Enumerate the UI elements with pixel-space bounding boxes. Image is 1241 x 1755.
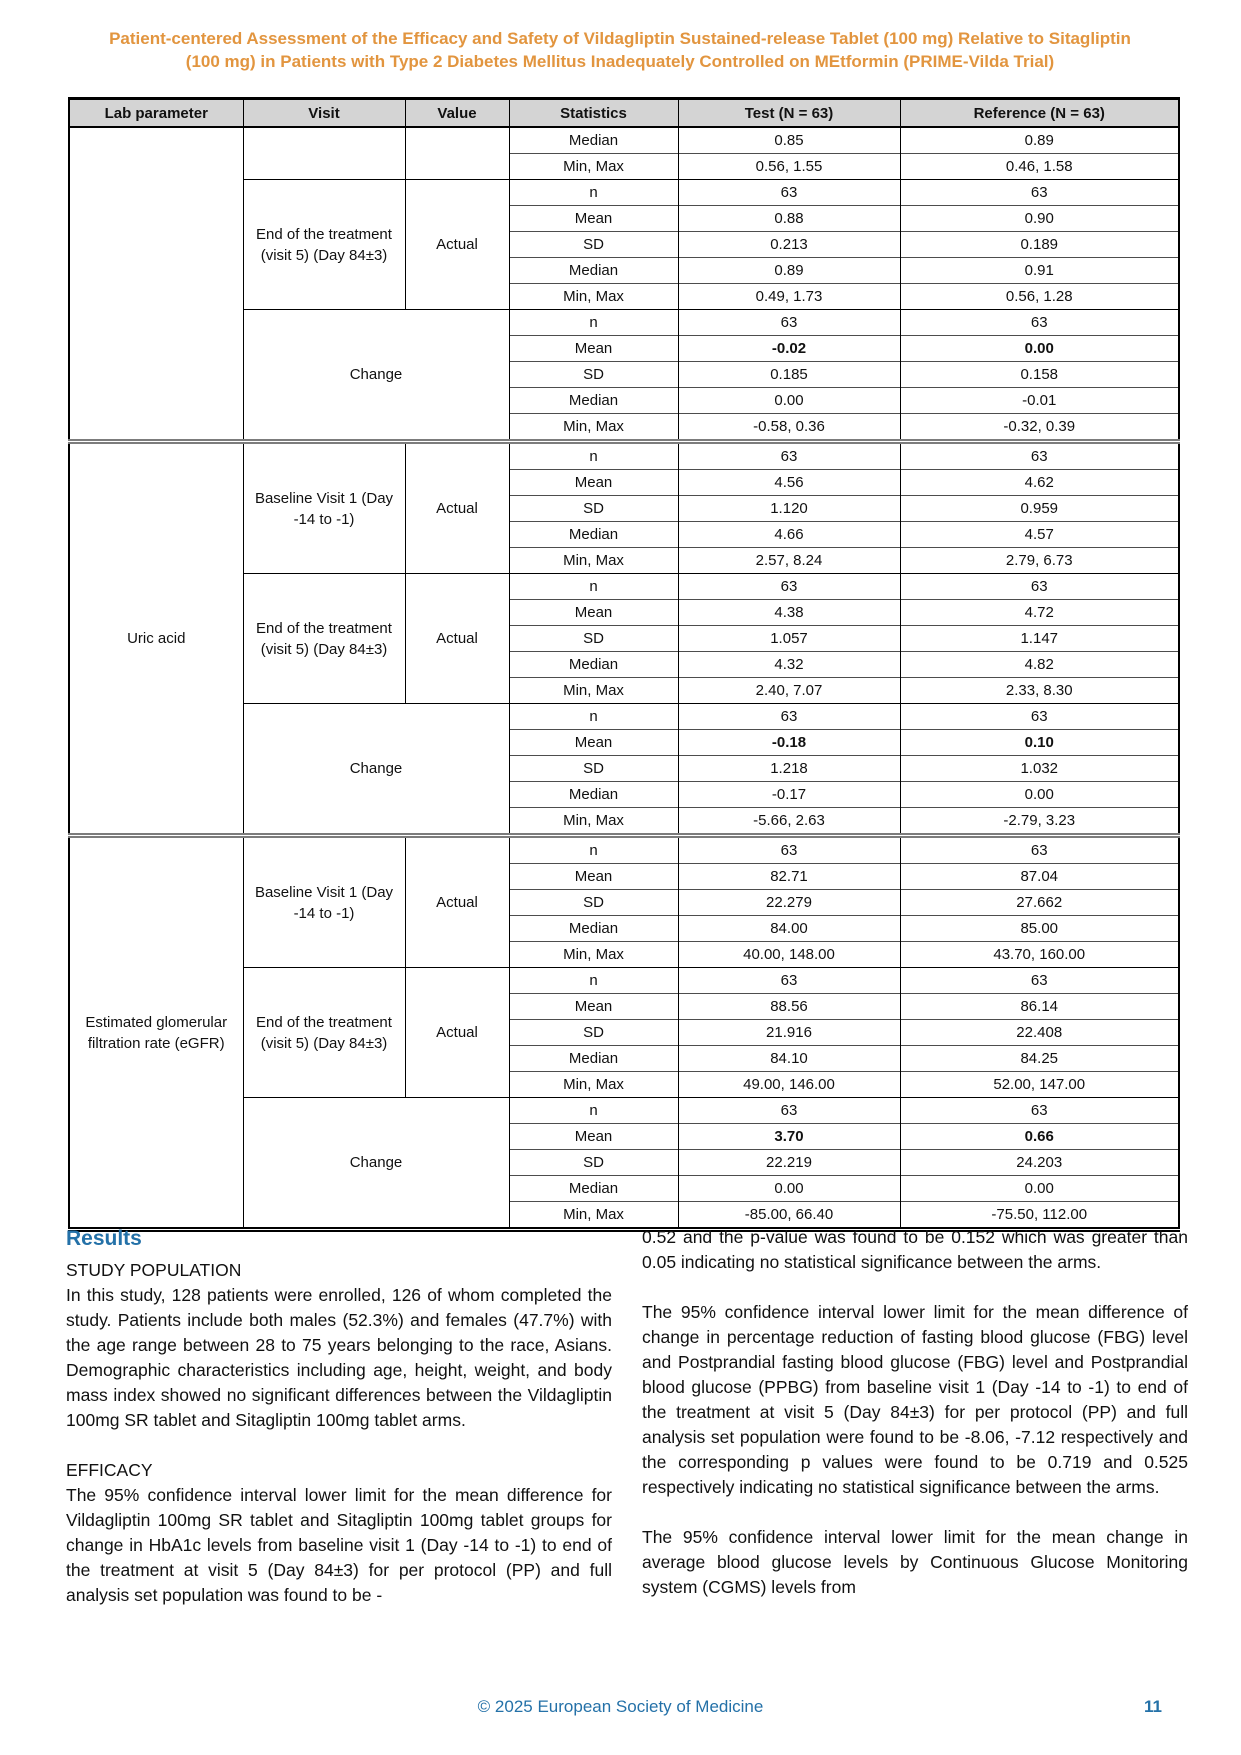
test-value-cell: 49.00, 146.00 (678, 1072, 900, 1098)
visit-cell: Change (243, 704, 509, 836)
results-section (66, 1225, 1188, 1608)
reference-value-cell: 0.189 (900, 232, 1179, 258)
test-value-cell: 63 (678, 968, 900, 994)
reference-value-cell: 0.90 (900, 206, 1179, 232)
header-lab-parameter: Lab parameter (69, 99, 243, 128)
test-value-cell: 22.219 (678, 1150, 900, 1176)
statistic-label-cell: Median (509, 522, 678, 548)
reference-value-cell: -2.79, 3.23 (900, 808, 1179, 836)
statistic-label-cell: SD (509, 362, 678, 388)
article-title-line-2: (100 mg) in Patients with Type 2 Diabetes Mellitus Inadequately Controlled on MEtformin (PRIME-Vilda Trial) (185, 52, 1055, 71)
lab-parameter-cell: Uric acid (69, 442, 243, 836)
lab-results-table-container (68, 97, 1180, 1232)
lab-parameter-cell: Estimated glomerular filtration rate (eGFR) (69, 836, 243, 1230)
test-value-cell: 0.88 (678, 206, 900, 232)
article-title (70, 27, 1170, 73)
reference-value-cell: 0.00 (900, 1176, 1179, 1202)
test-value-cell: 84.10 (678, 1046, 900, 1072)
statistic-label-cell: Min, Max (509, 548, 678, 574)
visit-cell: End of the treatment (visit 5) (Day 84±3) (243, 968, 405, 1098)
reference-value-cell: 4.72 (900, 600, 1179, 626)
test-value-cell: 0.00 (678, 388, 900, 414)
reference-value-cell: 4.82 (900, 652, 1179, 678)
test-value-cell: -0.18 (678, 730, 900, 756)
test-value-cell: 82.71 (678, 864, 900, 890)
statistic-label-cell: Mean (509, 470, 678, 496)
statistic-label-cell: Min, Max (509, 808, 678, 836)
test-value-cell: 63 (678, 1098, 900, 1124)
test-value-cell: 2.57, 8.24 (678, 548, 900, 574)
statistic-label-cell: n (509, 574, 678, 600)
reference-value-cell: 24.203 (900, 1150, 1179, 1176)
value-cell: Actual (405, 574, 509, 704)
statistic-label-cell: Min, Max (509, 414, 678, 442)
reference-value-cell: 85.00 (900, 916, 1179, 942)
reference-value-cell: 63 (900, 180, 1179, 206)
statistic-label-cell: SD (509, 496, 678, 522)
test-value-cell: 4.32 (678, 652, 900, 678)
results-heading: Results (66, 1227, 142, 1250)
reference-value-cell: 63 (900, 442, 1179, 470)
statistic-label-cell: n (509, 310, 678, 336)
value-cell: Actual (405, 442, 509, 574)
study-population-paragraph: In this study, 128 patients were enrolled, 126 of whom completed the study. Patients include both males (52.3%) and females (47.7%) with the age range between 28 to 75 years belonging to the race, Asians. Demographic characteristics including age, height, weight, and body mass index showed no significant differences between the Vildagliptin 100mg SR tablet and Sitagliptin 100mg tablet arms. (66, 1285, 612, 1430)
statistic-label-cell: Median (509, 258, 678, 284)
reference-value-cell: 22.408 (900, 1020, 1179, 1046)
test-value-cell: 0.00 (678, 1176, 900, 1202)
statistic-label-cell: Median (509, 1176, 678, 1202)
right-paragraph-2: The 95% confidence interval lower limit for the mean difference of change in percentage reduction of fasting blood glucose (FBG) level and Postprandial fasting blood glucose (FBG) level and Postprandial blood glucose (PPBG) from baseline visit 1 (Day -14 to -1) to end of the treatment at visit 5 (Day 84±3) for per protocol (PP) and full analysis set population were found to be -8.06, -7.12 respectively and the corresponding p values were found to be 0.719 and 0.525 respectively indicating no statistical significance between the arms. (642, 1302, 1188, 1497)
statistic-label-cell: Mean (509, 864, 678, 890)
reference-value-cell: -75.50, 112.00 (900, 1202, 1179, 1230)
statistic-label-cell: n (509, 180, 678, 206)
test-value-cell: 2.40, 7.07 (678, 678, 900, 704)
reference-value-cell: 86.14 (900, 994, 1179, 1020)
reference-value-cell: 4.62 (900, 470, 1179, 496)
test-value-cell: 63 (678, 310, 900, 336)
right-paragraph-3: The 95% confidence interval lower limit for the mean change in average blood glucose levels by Continuous Glucose Monitoring system (CGMS) levels from (642, 1527, 1188, 1597)
test-value-cell: 4.38 (678, 600, 900, 626)
statistic-label-cell: Mean (509, 1124, 678, 1150)
reference-value-cell: 0.89 (900, 127, 1179, 154)
test-value-cell: 88.56 (678, 994, 900, 1020)
test-value-cell: 63 (678, 574, 900, 600)
right-text-column (642, 1225, 1188, 1608)
test-value-cell: 0.185 (678, 362, 900, 388)
statistic-label-cell: Min, Max (509, 154, 678, 180)
reference-value-cell: 0.00 (900, 782, 1179, 808)
visit-cell: End of the treatment (visit 5) (Day 84±3) (243, 574, 405, 704)
statistic-label-cell: Median (509, 388, 678, 414)
lab-parameter-cell (69, 127, 243, 442)
test-value-cell: 0.89 (678, 258, 900, 284)
reference-value-cell: 4.57 (900, 522, 1179, 548)
visit-cell (243, 127, 405, 180)
footer-copyright: © 2025 European Society of Medicine (477, 1697, 764, 1716)
statistic-label-cell: Mean (509, 994, 678, 1020)
reference-value-cell: 63 (900, 310, 1179, 336)
test-value-cell: 4.66 (678, 522, 900, 548)
statistic-label-cell: Median (509, 1046, 678, 1072)
reference-value-cell: 1.032 (900, 756, 1179, 782)
test-value-cell: -0.02 (678, 336, 900, 362)
statistic-label-cell: Min, Max (509, 1202, 678, 1230)
visit-cell: Change (243, 1098, 509, 1230)
test-value-cell: 21.916 (678, 1020, 900, 1046)
reference-value-cell: 2.33, 8.30 (900, 678, 1179, 704)
test-value-cell: -85.00, 66.40 (678, 1202, 900, 1230)
statistic-label-cell: SD (509, 756, 678, 782)
test-value-cell: 22.279 (678, 890, 900, 916)
reference-value-cell: 0.91 (900, 258, 1179, 284)
table-row (69, 442, 1179, 470)
visit-cell: End of the treatment (visit 5) (Day 84±3) (243, 180, 405, 310)
value-cell: Actual (405, 180, 509, 310)
header-reference: Reference (N = 63) (900, 99, 1179, 128)
statistic-label-cell: n (509, 442, 678, 470)
reference-value-cell: 2.79, 6.73 (900, 548, 1179, 574)
statistic-label-cell: n (509, 968, 678, 994)
header-value: Value (405, 99, 509, 128)
test-value-cell: 1.218 (678, 756, 900, 782)
statistic-label-cell: SD (509, 1020, 678, 1046)
table-row (69, 127, 1179, 154)
reference-value-cell: 63 (900, 836, 1179, 864)
test-value-cell: 63 (678, 836, 900, 864)
reference-value-cell: 0.56, 1.28 (900, 284, 1179, 310)
test-value-cell: -0.17 (678, 782, 900, 808)
left-text-column (66, 1225, 612, 1608)
test-value-cell: 63 (678, 180, 900, 206)
statistic-label-cell: Median (509, 782, 678, 808)
reference-value-cell: -0.32, 0.39 (900, 414, 1179, 442)
test-value-cell: 0.85 (678, 127, 900, 154)
right-paragraph-1: 0.52 and the p-value was found to be 0.152 which was greater than 0.05 indicating no statistical significance between the arms. (642, 1227, 1188, 1272)
statistic-label-cell: Mean (509, 336, 678, 362)
statistic-label-cell: SD (509, 1150, 678, 1176)
test-value-cell: 40.00, 148.00 (678, 942, 900, 968)
test-value-cell: 0.49, 1.73 (678, 284, 900, 310)
test-value-cell: 0.56, 1.55 (678, 154, 900, 180)
lab-results-table (68, 97, 1180, 1232)
statistic-label-cell: Median (509, 127, 678, 154)
statistic-label-cell: SD (509, 626, 678, 652)
test-value-cell: 84.00 (678, 916, 900, 942)
statistic-label-cell: SD (509, 232, 678, 258)
statistic-label-cell: n (509, 704, 678, 730)
test-value-cell: 1.057 (678, 626, 900, 652)
header-test: Test (N = 63) (678, 99, 900, 128)
page-number: 11 (1144, 1697, 1162, 1716)
reference-value-cell: 63 (900, 574, 1179, 600)
test-value-cell: 0.213 (678, 232, 900, 258)
statistic-label-cell: Mean (509, 600, 678, 626)
statistic-label-cell: n (509, 836, 678, 864)
table-header-row (69, 99, 1179, 128)
statistic-label-cell: Min, Max (509, 1072, 678, 1098)
reference-value-cell: 0.46, 1.58 (900, 154, 1179, 180)
reference-value-cell: 0.00 (900, 336, 1179, 362)
study-population-subheading: STUDY POPULATION (66, 1260, 242, 1280)
statistic-label-cell: Min, Max (509, 284, 678, 310)
reference-value-cell: 63 (900, 1098, 1179, 1124)
reference-value-cell: 0.959 (900, 496, 1179, 522)
value-cell: Actual (405, 836, 509, 968)
visit-cell: Change (243, 310, 509, 442)
statistic-label-cell: n (509, 1098, 678, 1124)
reference-value-cell: 43.70, 160.00 (900, 942, 1179, 968)
table-row (69, 836, 1179, 864)
test-value-cell: 4.56 (678, 470, 900, 496)
statistic-label-cell: Median (509, 652, 678, 678)
statistic-label-cell: Min, Max (509, 678, 678, 704)
statistic-label-cell: Min, Max (509, 942, 678, 968)
reference-value-cell: 63 (900, 704, 1179, 730)
efficacy-subheading: EFFICACY (66, 1460, 153, 1480)
header-visit: Visit (243, 99, 405, 128)
reference-value-cell: 27.662 (900, 890, 1179, 916)
reference-value-cell: 0.158 (900, 362, 1179, 388)
lab-table-body (69, 127, 1179, 1230)
header-statistics: Statistics (509, 99, 678, 128)
test-value-cell: 1.120 (678, 496, 900, 522)
statistic-label-cell: Median (509, 916, 678, 942)
test-value-cell: -0.58, 0.36 (678, 414, 900, 442)
statistic-label-cell: SD (509, 890, 678, 916)
reference-value-cell: -0.01 (900, 388, 1179, 414)
reference-value-cell: 0.66 (900, 1124, 1179, 1150)
reference-value-cell: 52.00, 147.00 (900, 1072, 1179, 1098)
efficacy-paragraph: The 95% confidence interval lower limit for the mean difference for Vildagliptin 100mg SR tablet and Sitagliptin 100mg tablet groups for change in HbA1c levels from baseline visit 1 (Day -14 to -1) to end of the treatment at visit 5 (Day 84±3) for per protocol (PP) and full analysis set population was found to be - (66, 1485, 612, 1605)
reference-value-cell: 87.04 (900, 864, 1179, 890)
reference-value-cell: 63 (900, 968, 1179, 994)
test-value-cell: 63 (678, 442, 900, 470)
test-value-cell: 63 (678, 704, 900, 730)
statistic-label-cell: Mean (509, 206, 678, 232)
value-cell: Actual (405, 968, 509, 1098)
article-title-line-1: Patient-centered Assessment of the Efficacy and Safety of Vildagliptin Sustained-release Tablet (100 mg) Relative to Sitagliptin (109, 29, 1131, 48)
value-cell (405, 127, 509, 180)
visit-cell: Baseline Visit 1 (Day -14 to -1) (243, 442, 405, 574)
reference-value-cell: 84.25 (900, 1046, 1179, 1072)
test-value-cell: 3.70 (678, 1124, 900, 1150)
statistic-label-cell: Mean (509, 730, 678, 756)
reference-value-cell: 0.10 (900, 730, 1179, 756)
test-value-cell: -5.66, 2.63 (678, 808, 900, 836)
visit-cell: Baseline Visit 1 (Day -14 to -1) (243, 836, 405, 968)
reference-value-cell: 1.147 (900, 626, 1179, 652)
